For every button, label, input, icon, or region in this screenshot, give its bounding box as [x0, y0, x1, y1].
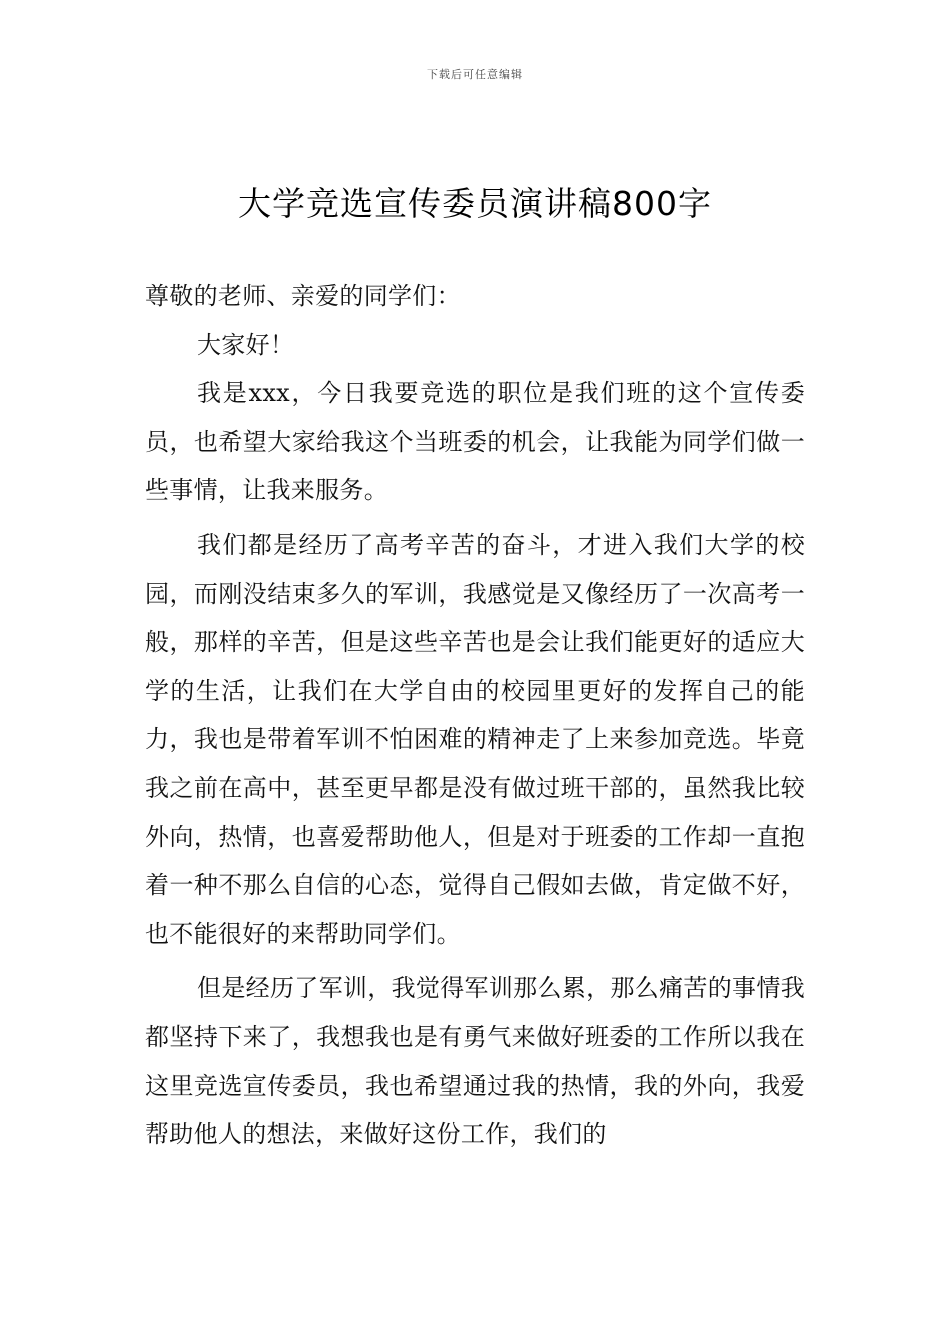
document-body: [145, 272, 805, 1159]
greeting: 大家好！: [197, 330, 295, 359]
document-title: 大学竞选宣传委员演讲稿800字: [238, 184, 712, 223]
paragraph-1: 我是xxx，今日我要竞选的职位是我们班的这个宣传委员，也希望大家给我这个当班委的机会，让我能为同学们做一些事情，让我来服务。: [145, 379, 805, 505]
header-note: 下载后可任意编辑: [427, 68, 523, 81]
salutation: 尊敬的老师、亲爱的同学们：: [145, 282, 461, 310]
paragraph-2: 我们都是经历了高考辛苦的奋斗，才进入我们大学的校园，而刚没结束多久的军训，我感觉是又像经历了一次高考一般，那样的辛苦，但是这些辛苦也是会让我们能更好的适应大学的生活，让我们在大学自由的校园里更好的发挥自己的能力，我也是带着军训不怕困难的精神走了上来参加竞选。毕竟我之前在高中，甚至更早都是没有做过班干部的，虽然我比较外向，热情，也喜爱帮助他人，但是对于班委的工作却一直抱着一种不那么自信的心态，觉得自己假如去做，肯定做不好，也不能很好的来帮助同学们。: [145, 530, 805, 948]
paragraph-3: 但是经历了军训，我觉得军训那么累，那么痛苦的事情我都坚持下来了，我想我也是有勇气来做好班委的工作所以我在这里竞选宣传委员，我也希望通过我的热情，我的外向，我爱帮助他人的想法，来做好这份工作，我们的: [145, 974, 805, 1149]
